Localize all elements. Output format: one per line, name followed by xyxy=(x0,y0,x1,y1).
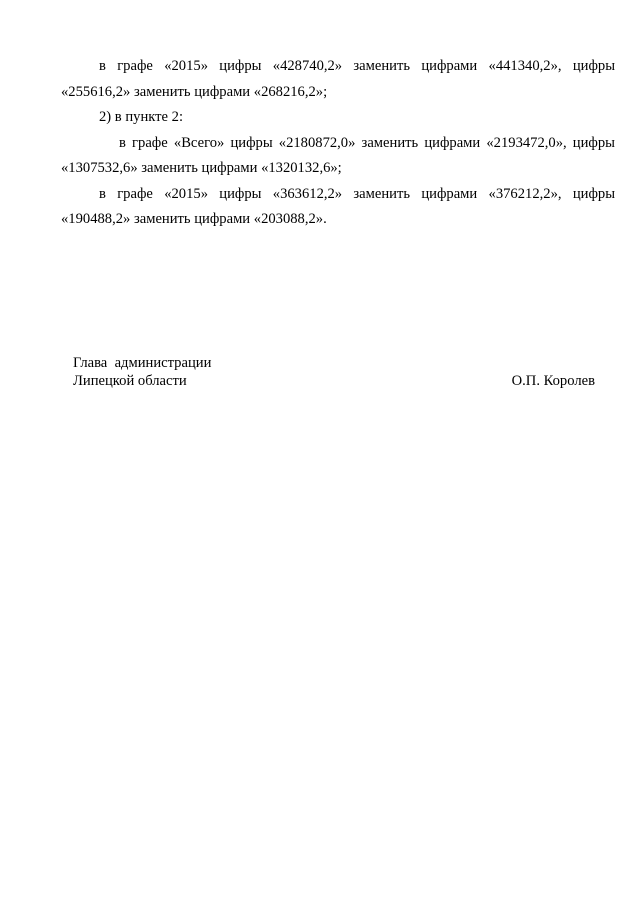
paragraph-point-2-heading: 2) в пункте 2: xyxy=(99,109,184,125)
signature-row xyxy=(73,372,595,390)
paragraph-total-column: в графе «Всего» цифры «2180872,0» заменить цифрами «2193472,0», цифры «1307532,6» заменить цифрами «1320132,6»; xyxy=(61,134,615,176)
signatory-title-line-1: Глава администрации xyxy=(73,355,212,371)
signatory-name: О.П. Королев xyxy=(511,373,595,389)
signatory-title-line-2: Липецкой области xyxy=(73,373,187,389)
signature-block xyxy=(73,354,595,390)
document-body xyxy=(61,54,615,233)
paragraph-2015-column-item-1: в графе «2015» цифры «428740,2» заменить цифрами «441340,2», цифры «255616,2» заменить цифрами «268216,2»; xyxy=(61,58,615,100)
paragraph-2015-column-item-2: в графе «2015» цифры «363612,2» заменить цифрами «376212,2», цифры «190488,2» заменить цифрами «203088,2». xyxy=(61,185,615,227)
